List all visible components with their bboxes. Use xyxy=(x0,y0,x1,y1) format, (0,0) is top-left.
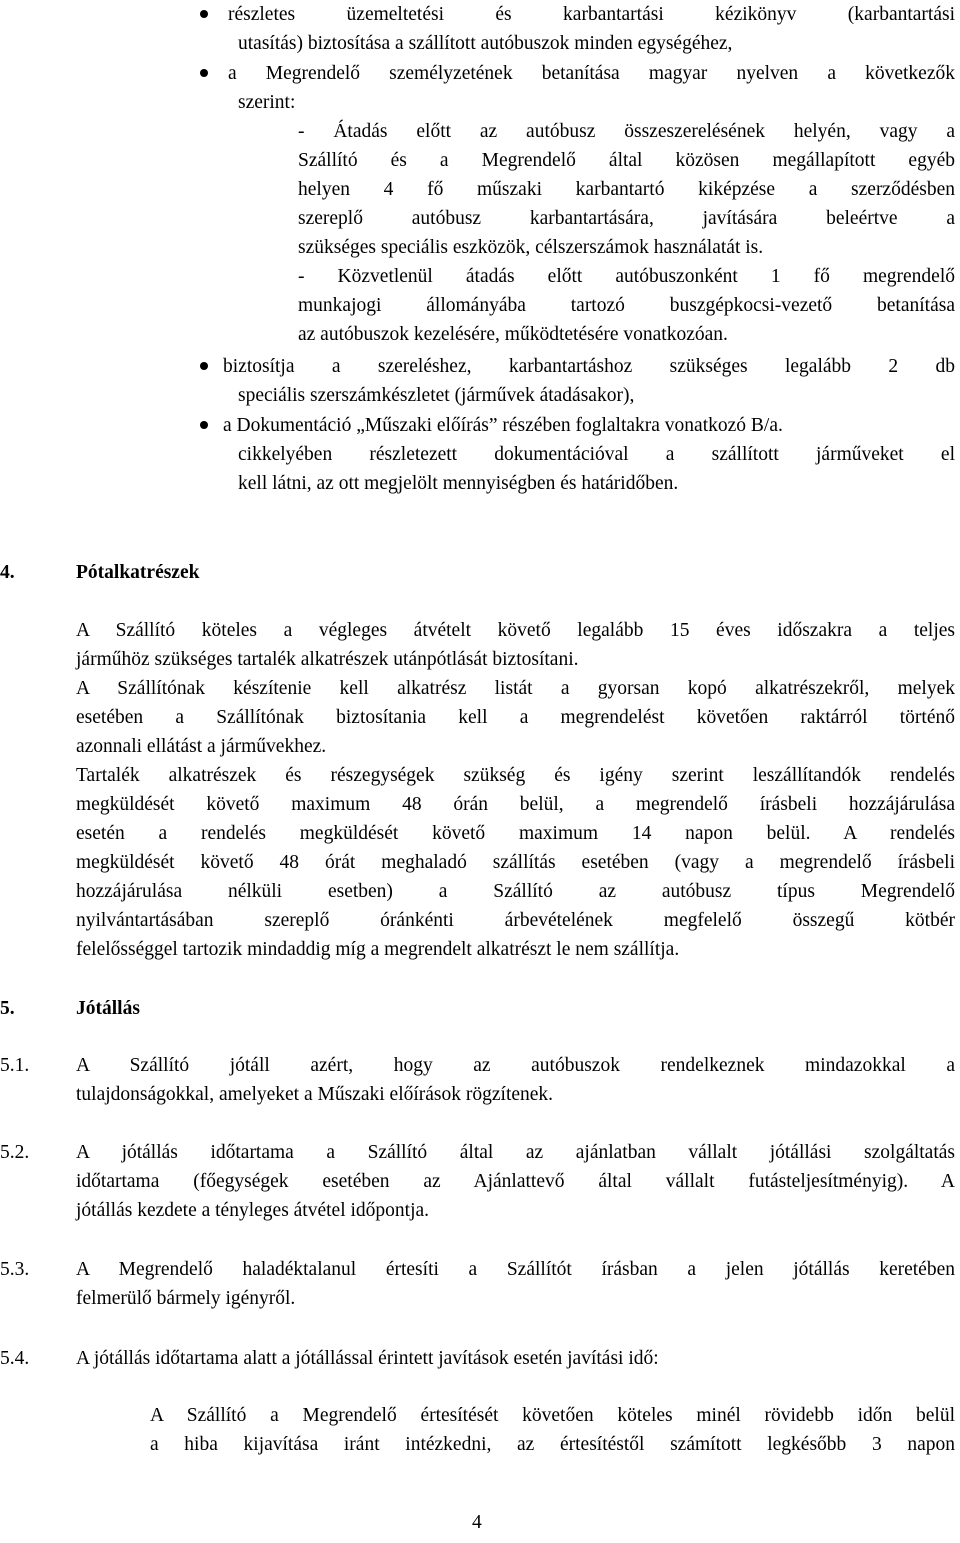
section-5-number: 5. xyxy=(0,998,15,1019)
sub-item-2-line-2: munkajogi állományába tartozó buszgépkocsi-vezető betanítása xyxy=(298,295,955,316)
section-4-p3-line-1: Tartalék alkatrészek és részegységek szükség és igény szerint leszállítandók rendelés xyxy=(76,765,955,786)
bullet-4 xyxy=(200,421,208,429)
bullet-4-line-1: a Dokumentáció „Műszaki előírás” részében foglaltakra vonatkozó B/a. xyxy=(223,415,783,436)
sub-item-1-line-5: szükséges speciális eszközök, célszerszámok használatát is. xyxy=(298,237,764,258)
section-5-1-line-1: A Szállító jótáll azért, hogy az autóbuszok rendelkeznek mindazokkal a xyxy=(76,1055,955,1076)
section-4-p2-line-1: A Szállítónak készítenie kell alkatrész listát a gyorsan kopó alkatrészekről, melyek xyxy=(76,678,955,699)
sub-item-1-line-3: helyen 4 fő műszaki karbantartó kiképzése a szerződésben xyxy=(298,179,955,200)
section-5-2-line-1: A jótállás időtartama a Szállító által az ajánlatban vállalt jótállási szolgáltatás xyxy=(76,1142,955,1163)
section-4-p2-line-3: azonnali ellátást a járművekhez. xyxy=(76,736,327,757)
section-5-4-line-1: A jótállás időtartama alatt a jótállással érintett javítások esetén javítási idő: xyxy=(76,1348,659,1369)
section-5-3-number: 5.3. xyxy=(0,1259,30,1280)
section-5-2-number: 5.2. xyxy=(0,1142,30,1163)
section-5-4-sub-line-1: A Szállító a Megrendelő értesítését követően köteles minél rövidebb időn belül xyxy=(150,1405,955,1426)
section-4-p3-line-2: megküldését követő maximum 48 órán belül, a megrendelő írásbeli hozzájárulása xyxy=(76,794,955,815)
bullet-3-line-1: biztosítja a szereléshez, karbantartáshoz szükséges legalább 2 db xyxy=(223,356,955,377)
section-5-3-line-1: A Megrendelő haladéktalanul értesíti a Szállítót írásban a jelen jótállás keretében xyxy=(76,1259,955,1280)
section-5-3-line-2: felmerülő bármely igényről. xyxy=(76,1288,296,1309)
section-4-number: 4. xyxy=(0,562,15,583)
bullet-2-line-1: a Megrendelő személyzetének betanítása magyar nyelven a következők xyxy=(228,63,955,84)
bullet-1-line-1: részletes üzemeltetési és karbantartási kézikönyv (karbantartási xyxy=(228,4,955,25)
section-5-4-number: 5.4. xyxy=(0,1348,30,1369)
bullet-2-line-2: szerint: xyxy=(238,92,296,113)
sub-item-1-line-1: - Átadás előtt az autóbusz összeszerelésének helyén, vagy a xyxy=(298,121,955,142)
sub-item-2-line-3: az autóbuszok kezelésére, működtetésére vonatkozóan. xyxy=(298,324,728,345)
bullet-1 xyxy=(200,10,208,18)
section-5-1-number: 5.1. xyxy=(0,1055,30,1076)
section-4-p3-line-4: megküldését követő 48 órát meghaladó szállítás esetében (vagy a megrendelő írásbeli xyxy=(76,852,955,873)
section-5-title: Jótállás xyxy=(76,998,140,1019)
bullet-4-line-2: cikkelyében részletezett dokumentációval a szállított járműveket el xyxy=(238,444,955,465)
section-4-p1-line-2: járműhöz szükséges tartalék alkatrészek utánpótlását biztosítani. xyxy=(76,649,579,670)
section-4-p3-line-6: nyilvántartásában szereplő óránkénti árbevételének megfelelő összegű kötbér xyxy=(76,910,955,931)
section-4-p1-line-1: A Szállító köteles a végleges átvételt követő legalább 15 éves időszakra a teljes xyxy=(76,620,955,641)
bullet-1-line-2: utasítás) biztosítása a szállított autóbuszok minden egységéhez, xyxy=(238,33,733,54)
section-5-1-line-2: tulajdonságokkal, amelyeket a Műszaki előírások rögzítenek. xyxy=(76,1084,554,1105)
section-4-p3-line-5: hozzájárulása nélküli esetben) a Szállító az autóbusz típus Megrendelő xyxy=(76,881,955,902)
bullet-4-line-3: kell látni, az ott megjelölt mennyiségben és határidőben. xyxy=(238,473,679,494)
section-5-2-line-2: időtartama (főegységek esetében az Ajánlattevő által vállalt futásteljesítményig). A xyxy=(76,1171,955,1192)
section-4-p3-line-7: felelősséggel tartozik mindaddig míg a megrendelt alkatrészt le nem szállítja. xyxy=(76,939,680,960)
sub-item-2-line-1: - Közvetlenül átadás előtt autóbuszonként 1 fő megrendelő xyxy=(298,266,955,287)
section-4-p2-line-2: esetében a Szállítónak biztosítania kell a megrendelést követően raktárról történő xyxy=(76,707,955,728)
section-4-title: Pótalkatrészek xyxy=(76,562,200,583)
section-5-4-sub-line-2: a hiba kijavítása iránt intézkedni, az értesítéstől számított legkésőbb 3 napon xyxy=(150,1434,955,1455)
sub-item-1-line-4: szereplő autóbusz karbantartására, javítására beleértve a xyxy=(298,208,955,229)
bullet-3 xyxy=(200,362,208,370)
section-4-p3-line-3: esetén a rendelés megküldését követő maximum 14 napon belül. A rendelés xyxy=(76,823,955,844)
section-5-2-line-3: jótállás kezdete a tényleges átvétel időpontja. xyxy=(76,1200,430,1221)
bullet-3-line-2: speciális szerszámkészletet (járművek átadásakor), xyxy=(238,385,635,406)
sub-item-1-line-2: Szállító és a Megrendelő által közösen megállapított egyéb xyxy=(298,150,955,171)
page-number: 4 xyxy=(472,1512,482,1533)
bullet-2 xyxy=(200,69,208,77)
